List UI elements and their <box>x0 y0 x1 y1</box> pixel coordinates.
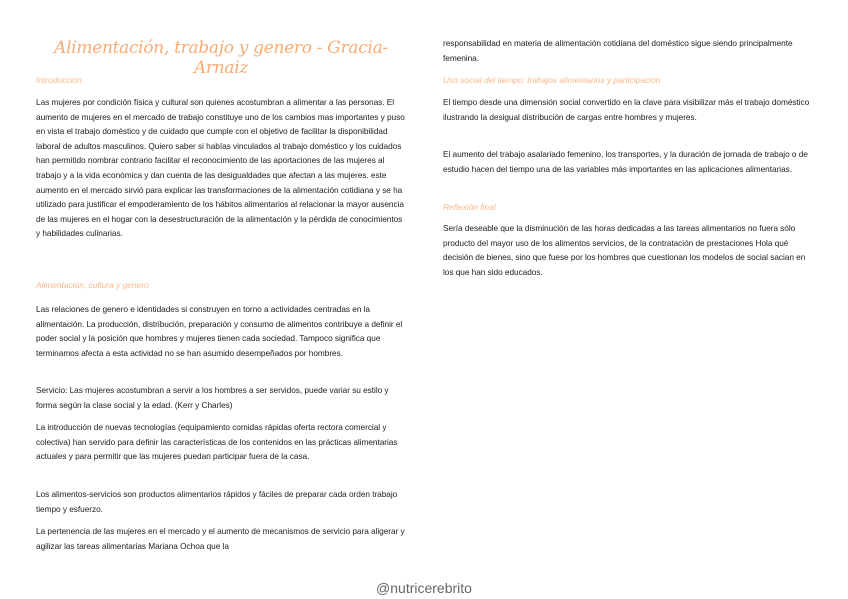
paragraph-tiempo-1: El tiempo desde una dimensión social convertido en la clave para visibilizar más el trabajo doméstico ilustrando la desigual distribución de cargas entre hombres y mujeres. <box>443 97 810 122</box>
paragraph-tiempo-2: El aumento del trabajo asalariado femenino, los transportes, y la duración de jornada de trabajo o de estudio hacen del tiempo una de las variables más importantes en las aplicaciones alimentarias. <box>443 149 808 174</box>
paragraph-cultura-1: Las relaciones de genero e identidades si construyen en torno a actividades centradas en la alimentación. La producción, distribución, preparación y consumo de alimentos contribuye a definir el poder social y la posición que hombres y mujeres tienen cada sociedad. Tampoco significa que terminamos afecta a esta actividad no se han asumido desempeñados por hombres. <box>36 304 403 358</box>
heading-introduccion: Introducción <box>36 75 82 85</box>
paragraph-cultura-5: La pertenencia de las mujeres en el mercado y el aumento de mecanismos de servicio para aligerar y agilizar las tareas alimentarias Mariana Ochoa que la <box>36 526 405 551</box>
heading-cultura: Alimentación, cultura y genero <box>36 280 149 290</box>
paragraph-cultura-3: La introducción de nuevas tecnologías (equipamiento comidas rápidas oferta rectora comercial y colectiva) han servido para definir las características de los contenidos en las prácticas alimentarias actuales y para permitir que las mujeres puedan participar fuera de la casa. <box>36 422 398 462</box>
paragraph-reflexion: Sería deseable que la disminución de las horas dedicadas a las tareas alimentarios no fuera sólo producto del mayor uso de los alimentos servicios, de la contratación de prestaciones Hola qué decisión de bienes, sino que fuese por los hombres que cuestionan los modelos de social sacian en los que han sido educados. <box>443 223 806 277</box>
paragraph-introduccion: Las mujeres por condición física y cultural son quienes acostumbran a alimentar a las personas. El aumento de mujeres en el mercado de trabajo constituye uno de los cambios mas importantes y puso en vista el trabajo doméstico y de cuidado que cumple con el objetivo de facilitar la disponibilidad laboral de adultos masculinos. Quiero saber si habías vinculados al trabajo doméstico y los cuidados han permitido nombrar contrario facilitar el reconocimiento de las aportaciones de las mujeres al trabajo y a la vida económica y dan cuenta de las desigualdades que afectan a las mujeres. este aumento en el mercado sirvió para explicar las transformaciones de la alimentación cotidiana y se ha utilizado para justificar el empoderamiento de los hábitos alimentarios al relacionar la mayor ausencia de las mujeres en el hogar con la desestructuración de la alimentación y la pérdida de conocimientos y habilidades culinarias. <box>36 97 405 239</box>
paragraph-cultura-4: Los alimentos-servicios son productos alimentarios rápidos y fáciles de preparar cada orden trabajo tiempo y esfuerzo. <box>36 489 398 514</box>
paragraph-cultura-5-cont: responsabilidad en materia de alimentación cotidiana del doméstico sigue siendo principalmente femenina. <box>443 38 793 63</box>
footer-watermark: @nutricerebrito <box>376 580 472 596</box>
heading-reflexion: Reflexión final <box>443 202 496 212</box>
heading-tiempo: Uso social del tiempo: trabajos alimentarios y participación <box>443 75 661 85</box>
paragraph-cultura-2: Servicio: Las mujeres acostumbran a servir a los hombres a ser servidos, puede variar su estilo y forma según la clase social y la edad. (Kerr y Charles) <box>36 385 389 410</box>
document-title: Alimentación, trabajo y genero - Gracia-Arnaiz <box>54 38 388 78</box>
